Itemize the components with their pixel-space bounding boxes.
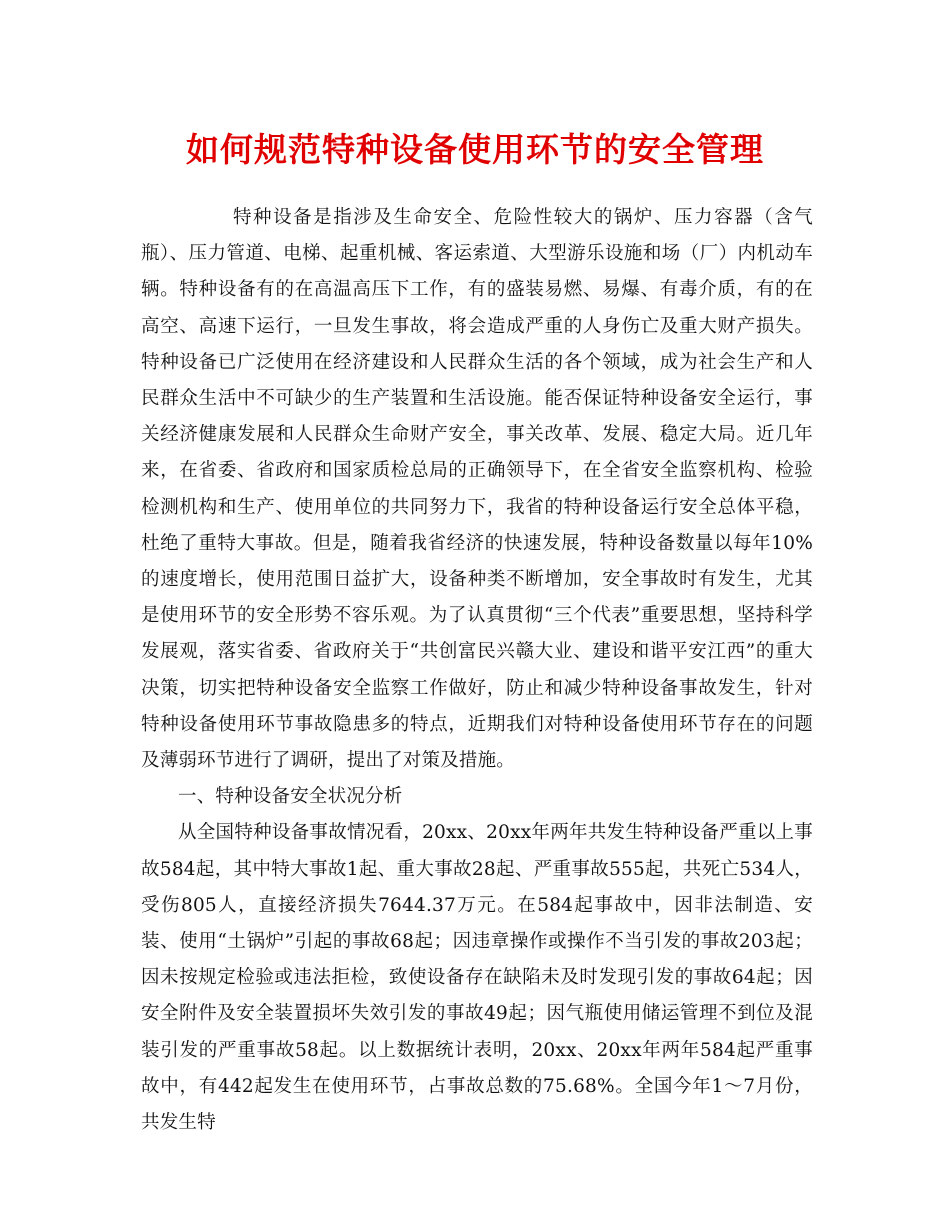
body-paragraph: 从全国特种设备事故情况看，20xx、20xx年两年共发生特种设备严重以上事故584起，其中特大事故1起、重大事故28起、严重事故555起，共死亡534人，受伤805人，直接经济损失7644.37万元。在584起事故中，因非法制造、安装、使用“土锅炉”引起的事故68起；因违章操作或操作不当引发的事故203起；因未按规定检验或违法拒检，致使设备存在缺陷未及时发现引发的事故64起；因安全附件及安全装置损坏失效引发的事故49起；因气瓶使用储运管理不到位及混装引发的严重事故58起。以上数据统计表明，20xx、20xx年两年584起严重事故中，有442起发生在使用环节，占事故总数的75.68%。全国今年1～7月份，共发生特 xyxy=(141,822,813,1134)
document-body xyxy=(141,200,813,1141)
section-heading: 一、特种设备安全状况分析 xyxy=(178,786,403,808)
intro-paragraph: 特种设备是指涉及生命安全、危险性较大的锅炉、压力容器（含气瓶）、压力管道、电梯、起重机械、客运索道、大型游乐设施和场（厂）内机动车辆。特种设备有的在高温高压下工作，有的盛装易燃、易爆、有毒介质，有的在高空、高速下运行，一旦发生事故，将会造成严重的人身伤亡及重大财产损失。特种设备已广泛使用在经济建设和人民群众生活的各个领域，成为社会生产和人民群众生活中不可缺少的生产装置和生活设施。能否保证特种设备安全运行，事关经济健康发展和人民群众生命财产安全，事关改革、发展、稳定大局。近几年来，在省委、省政府和国家质检总局的正确领导下，在全省安全监察机构、检验检测机构和生产、使用单位的共同努力下，我省的特种设备运行安全总体平稳，杜绝了重特大事故。但是，随着我省经济的快速发展，特种设备数量以每年10%的速度增长，使用范围日益扩大，设备种类不断增加，安全事故时有发生，尤其是使用环节的安全形势不容乐观。为了认真贯彻“三个代表”重要思想，坚持科学发展观，落实省委、省政府关于“共创富民兴赣大业、建设和谐平安江西”的重大决策，切实把特种设备安全监察工作做好，防止和减少特种设备事故发生，针对特种设备使用环节事故隐患多的特点，近期我们对特种设备使用环节存在的问题及薄弱环节进行了调研，提出了对策及措施。 xyxy=(141,207,813,772)
document-title: 如何规范特种设备使用环节的安全管理 xyxy=(186,130,764,169)
